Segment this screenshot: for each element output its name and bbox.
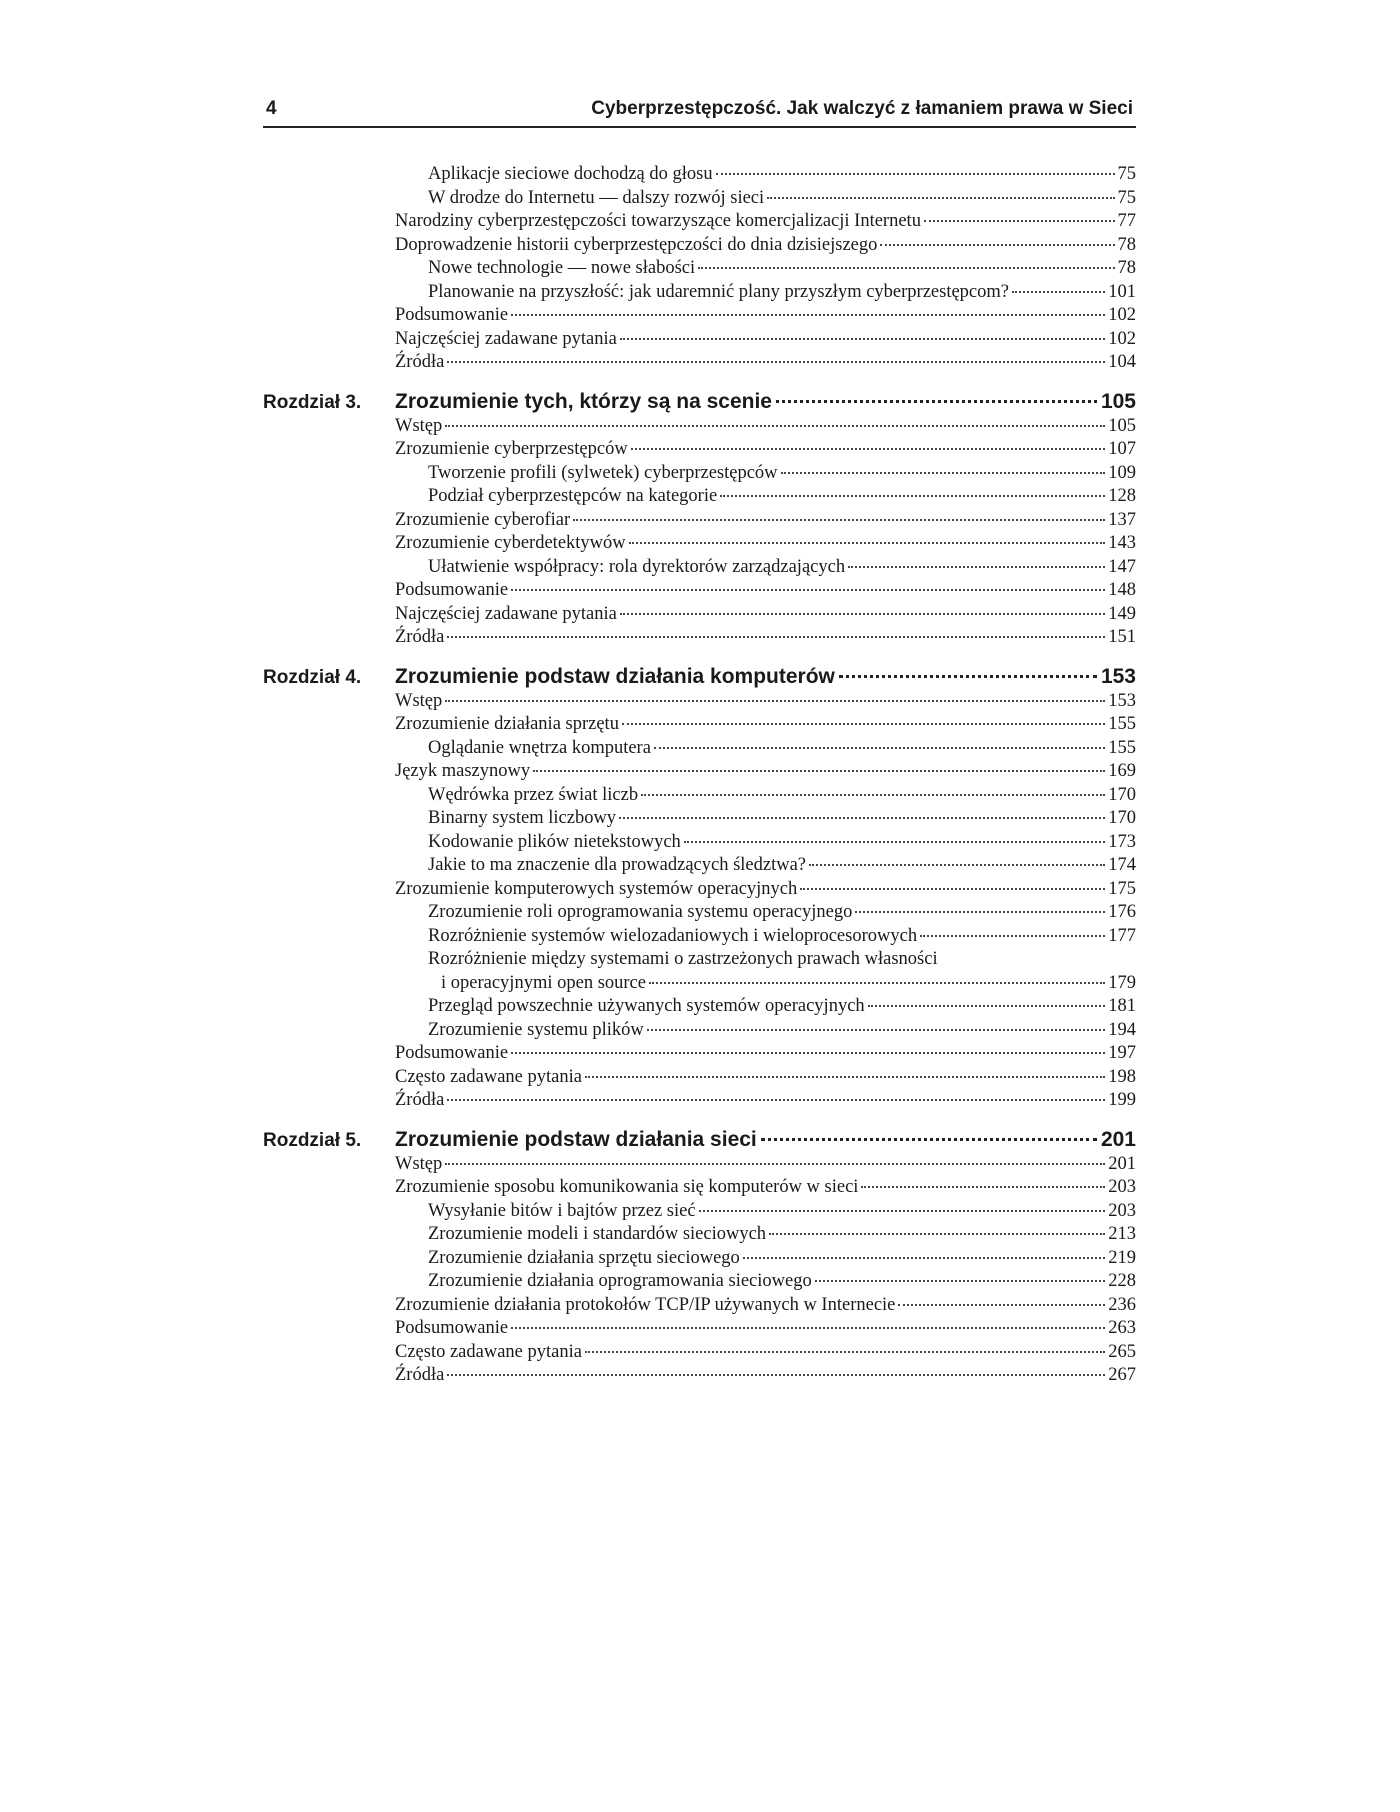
toc-entry-page: 77 (1117, 211, 1136, 231)
toc-entry-page: 78 (1117, 234, 1136, 255)
toc-entry-page: 198 (1108, 1066, 1136, 1087)
toc-entry[interactable] (263, 1153, 1136, 1177)
toc-entry[interactable] (263, 626, 1136, 650)
toc-entry-title: Tworzenie profili (sylwetek) cyberprzestępców (428, 462, 778, 483)
toc-entry[interactable] (263, 1019, 1136, 1043)
chapter-heading[interactable] (263, 389, 1136, 414)
chapter-page: 153 (1100, 664, 1136, 688)
dot-leader (698, 267, 1114, 269)
dot-leader (743, 1257, 1105, 1259)
toc-entry-page: 199 (1108, 1090, 1136, 1110)
dot-leader (716, 173, 1115, 175)
toc-entry-title: Podsumowanie (395, 305, 509, 325)
toc-entry-title: Źródła (395, 1090, 445, 1110)
dot-leader (619, 817, 1105, 819)
dot-leader (647, 1029, 1105, 1031)
toc-entry-title: Zrozumienie modeli i standardów sieciowych (428, 1224, 767, 1244)
toc-entry-page: 153 (1108, 690, 1136, 711)
table-of-contents (263, 163, 1136, 1388)
chapter-heading[interactable] (263, 664, 1136, 689)
toc-entry-title: Kodowanie plików nietekstowych (428, 831, 681, 852)
toc-entry-page: 201 (1108, 1153, 1136, 1174)
dot-leader (920, 935, 1105, 937)
dot-leader (1012, 291, 1105, 293)
toc-entry[interactable] (263, 1200, 1136, 1224)
toc-entry-title: Zrozumienie komputerowych systemów operacyjnych (395, 878, 798, 899)
dot-leader (855, 911, 1105, 913)
toc-entry-page: 236 (1108, 1294, 1136, 1315)
chapter-label: Rozdział 4. (263, 666, 362, 688)
toc-entry[interactable] (263, 1364, 1136, 1388)
toc-entry-page: 263 (1108, 1318, 1136, 1338)
toc-entry[interactable] (263, 509, 1136, 533)
toc-entry[interactable] (263, 1176, 1136, 1200)
dot-leader (776, 400, 1097, 403)
dot-leader (585, 1351, 1105, 1353)
page-number: 4 (266, 98, 277, 119)
toc-entry-title: Najczęściej zadawane pytania (395, 328, 617, 349)
toc-entry-title: Zrozumienie systemu plików (428, 1019, 644, 1040)
toc-entry-title: Binarny system liczbowy (428, 808, 617, 828)
toc-entry[interactable] (263, 901, 1136, 925)
dot-leader (781, 472, 1106, 474)
toc-entry-title: Zrozumienie roli oprogramowania systemu operacyjnego (428, 902, 853, 922)
toc-entry-page: 177 (1108, 925, 1136, 946)
toc-entry-page: 155 (1108, 737, 1136, 758)
toc-entry-title: Narodziny cyberprzestępczości towarzyszące komercjalizacji Internetu (395, 211, 921, 231)
dot-leader (447, 636, 1105, 638)
toc-entry-title: Ułatwienie współpracy: rola dyrektorów zarządzających (428, 556, 846, 577)
dot-leader (511, 1052, 1105, 1054)
dot-leader (620, 613, 1105, 615)
toc-entry-title: Często zadawane pytania (395, 1066, 582, 1087)
toc-entry-title: Nowe technologie — nowe słabości (428, 258, 696, 278)
toc-entry-page: 265 (1108, 1341, 1136, 1362)
toc-entry-title: Wstęp (395, 690, 443, 711)
toc-entry-title: Źródła (395, 627, 445, 647)
dot-leader (815, 1280, 1106, 1282)
toc-entry-title: Podsumowanie (395, 580, 509, 600)
toc-entry-title: Źródła (395, 1365, 445, 1385)
toc-entry-title: Najczęściej zadawane pytania (395, 603, 617, 624)
toc-entry-title: Wstęp (395, 1153, 443, 1174)
toc-entry-page: 181 (1108, 996, 1136, 1016)
toc-entry-title: Zrozumienie cyberprzestępców (395, 439, 628, 459)
toc-entry[interactable] (263, 304, 1136, 328)
toc-entry[interactable] (263, 415, 1136, 439)
chapter-title: Zrozumienie podstaw działania sieci (395, 1127, 757, 1151)
toc-entry[interactable] (263, 807, 1136, 831)
dot-leader (868, 1005, 1106, 1007)
toc-entry[interactable] (263, 1341, 1136, 1365)
toc-entry-page: 213 (1108, 1224, 1136, 1244)
chapter-label: Rozdział 3. (263, 391, 362, 413)
dot-leader (447, 1099, 1105, 1101)
dot-leader (924, 220, 1115, 222)
toc-entry[interactable] (263, 784, 1136, 808)
toc-entry[interactable] (263, 878, 1136, 902)
toc-entry-page: 102 (1108, 305, 1136, 325)
dot-leader (848, 566, 1105, 568)
toc-entry[interactable] (263, 995, 1136, 1019)
toc-entry-page: 174 (1108, 855, 1136, 875)
toc-entry[interactable] (263, 854, 1136, 878)
toc-entry[interactable] (263, 187, 1136, 211)
dot-leader (573, 519, 1105, 521)
dot-leader (861, 1186, 1105, 1188)
toc-entry-title: Wysyłanie bitów i bajtów przez sieć (428, 1200, 696, 1221)
toc-entry[interactable] (263, 234, 1136, 258)
dot-leader (585, 1076, 1105, 1078)
toc-entry-page: 101 (1108, 281, 1136, 302)
toc-entry-page: 128 (1108, 486, 1136, 506)
toc-entry-page: 228 (1108, 1271, 1136, 1291)
toc-entry-title: Przegląd powszechnie używanych systemów operacyjnych (428, 996, 865, 1016)
toc-entry-title: Rozróżnienie systemów wielozadaniowych i wieloprocesorowych (428, 925, 918, 946)
dot-leader (809, 864, 1105, 866)
chapter-label: Rozdział 5. (263, 1129, 362, 1151)
toc-entry-page: 203 (1108, 1200, 1136, 1221)
dot-leader (620, 338, 1105, 340)
dot-leader (880, 244, 1114, 246)
toc-entry-page: 194 (1108, 1019, 1136, 1040)
dot-leader (622, 723, 1105, 725)
running-header (263, 98, 1136, 128)
dot-leader (898, 1304, 1105, 1306)
toc-entry-title: Podział cyberprzestępców na kategorie (428, 486, 718, 506)
toc-entry[interactable] (263, 925, 1136, 949)
toc-entry-page: 175 (1108, 878, 1136, 899)
toc-entry-title: Często zadawane pytania (395, 1341, 582, 1362)
toc-entry-page: 105 (1108, 415, 1136, 436)
dot-leader (769, 1233, 1105, 1235)
toc-entry[interactable] (263, 1270, 1136, 1294)
toc-entry-page: 137 (1108, 509, 1136, 530)
toc-entry-title: Aplikacje sieciowe dochodzą do głosu (428, 164, 713, 184)
dot-leader (767, 197, 1114, 199)
dot-leader (533, 770, 1105, 772)
dot-leader (445, 700, 1105, 702)
toc-entry-title: Oglądanie wnętrza komputera (428, 737, 651, 758)
toc-entry-page: 147 (1108, 556, 1136, 577)
toc-entry[interactable] (263, 1042, 1136, 1066)
dot-leader (445, 1163, 1105, 1165)
dot-leader (629, 542, 1106, 544)
toc-entry[interactable] (263, 462, 1136, 486)
chapter-page: 105 (1100, 389, 1136, 413)
toc-entry[interactable] (263, 351, 1136, 375)
toc-entry-page: 155 (1108, 714, 1136, 734)
dot-leader (511, 1327, 1105, 1329)
toc-entry-title: Źródła (395, 352, 445, 372)
toc-entry-page: 170 (1108, 808, 1136, 828)
toc-entry[interactable] (263, 1294, 1136, 1318)
toc-entry-page: 75 (1117, 164, 1136, 184)
dot-leader (720, 495, 1105, 497)
dot-leader (649, 982, 1105, 984)
toc-entry-title: Jakie to ma znaczenie dla prowadzących śledztwa? (428, 855, 807, 875)
toc-entry[interactable] (263, 1066, 1136, 1090)
toc-entry-title: Wędrówka przez świat liczb (428, 784, 639, 805)
toc-entry-title: i operacyjnymi open source (441, 972, 646, 993)
dot-leader (839, 675, 1097, 678)
toc-entry[interactable] (263, 210, 1136, 234)
dot-leader (800, 888, 1105, 890)
book-title: Cyberprzestępczość. Jak walczyć z łamaniem prawa w Sieci (591, 98, 1133, 119)
toc-entry-title: Zrozumienie działania oprogramowania sieciowego (428, 1271, 812, 1291)
dot-leader (654, 747, 1105, 749)
toc-entry[interactable] (263, 737, 1136, 761)
toc-entry-page: 219 (1108, 1247, 1136, 1268)
toc-entry-title: Zrozumienie cyberdetektywów (395, 533, 626, 553)
toc-entry-title: Rozróżnienie między systemami o zastrzeżonych prawach własności (428, 949, 938, 969)
toc-entry[interactable] (263, 713, 1136, 737)
toc-entry[interactable] (263, 281, 1136, 305)
toc-entry-title: Podsumowanie (395, 1043, 509, 1063)
toc-entry[interactable] (263, 257, 1136, 281)
toc-entry[interactable] (263, 1317, 1136, 1341)
toc-entry-page: 78 (1117, 258, 1136, 278)
dot-leader (631, 448, 1106, 450)
dot-leader (447, 361, 1105, 363)
toc-entry[interactable] (263, 485, 1136, 509)
dot-leader (684, 841, 1105, 843)
toc-entry-page: 148 (1108, 580, 1136, 600)
toc-entry[interactable] (263, 690, 1136, 714)
toc-entry-page: 173 (1108, 831, 1136, 852)
toc-entry[interactable] (263, 438, 1136, 462)
toc-entry-page: 104 (1108, 352, 1136, 372)
toc-entry[interactable] (263, 603, 1136, 627)
toc-entry-title: Zrozumienie działania sprzętu sieciowego (428, 1247, 740, 1268)
toc-entry-page: 267 (1108, 1365, 1136, 1385)
dot-leader (761, 1138, 1097, 1141)
toc-entry-page: 176 (1108, 902, 1136, 922)
toc-entry[interactable] (263, 1247, 1136, 1271)
toc-entry-page: 151 (1108, 627, 1136, 647)
toc-entry-title: Zrozumienie cyberofiar (395, 509, 571, 530)
toc-entry-title: Zrozumienie działania protokołów TCP/IP używanych w Internecie (395, 1294, 896, 1315)
toc-entry-title: Zrozumienie działania sprzętu (395, 714, 619, 734)
toc-entry-page: 107 (1108, 439, 1136, 459)
toc-entry-title: Podsumowanie (395, 1318, 509, 1338)
toc-entry[interactable] (263, 328, 1136, 352)
toc-entry-title: W drodze do Internetu — dalszy rozwój sieci (428, 187, 765, 208)
toc-entry[interactable] (263, 972, 1136, 996)
toc-entry[interactable] (263, 1223, 1136, 1247)
toc-entry-page: 149 (1108, 603, 1136, 624)
toc-entry[interactable] (263, 556, 1136, 580)
toc-entry[interactable] (263, 760, 1136, 784)
chapter-title: Zrozumienie podstaw działania komputerów (395, 664, 835, 688)
dot-leader (641, 794, 1105, 796)
toc-entry-title: Zrozumienie sposobu komunikowania się komputerów w sieci (395, 1177, 859, 1197)
chapter-title: Zrozumienie tych, którzy są na scenie (395, 389, 772, 413)
dot-leader (511, 314, 1105, 316)
dot-leader (447, 1374, 1105, 1376)
dot-leader (511, 589, 1105, 591)
toc-entry[interactable] (263, 948, 1136, 972)
toc-entry[interactable] (263, 1089, 1136, 1113)
chapter-page: 201 (1100, 1127, 1136, 1151)
book-page (263, 0, 1136, 1812)
toc-entry-page: 170 (1108, 784, 1136, 805)
toc-entry[interactable] (263, 163, 1136, 187)
toc-entry-page: 102 (1108, 328, 1136, 349)
toc-entry-page: 143 (1108, 533, 1136, 553)
chapter-heading[interactable] (263, 1127, 1136, 1152)
toc-entry-title: Planowanie na przyszłość: jak udaremnić plany przyszłym cyberprzestępcom? (428, 281, 1009, 302)
toc-entry[interactable] (263, 831, 1136, 855)
toc-entry[interactable] (263, 532, 1136, 556)
toc-entry-title: Wstęp (395, 415, 443, 436)
dot-leader (445, 425, 1105, 427)
toc-entry-title: Język maszynowy (395, 761, 531, 781)
toc-entry-page: 197 (1108, 1043, 1136, 1063)
toc-entry-page: 75 (1117, 187, 1136, 208)
toc-entry-page: 109 (1108, 462, 1136, 483)
toc-entry-page: 169 (1108, 761, 1136, 781)
toc-entry[interactable] (263, 579, 1136, 603)
dot-leader (699, 1210, 1106, 1212)
toc-entry-title: Doprowadzenie historii cyberprzestępczości do dnia dzisiejszego (395, 234, 878, 255)
toc-entry-page: 179 (1108, 972, 1136, 993)
toc-entry-page: 203 (1108, 1177, 1136, 1197)
